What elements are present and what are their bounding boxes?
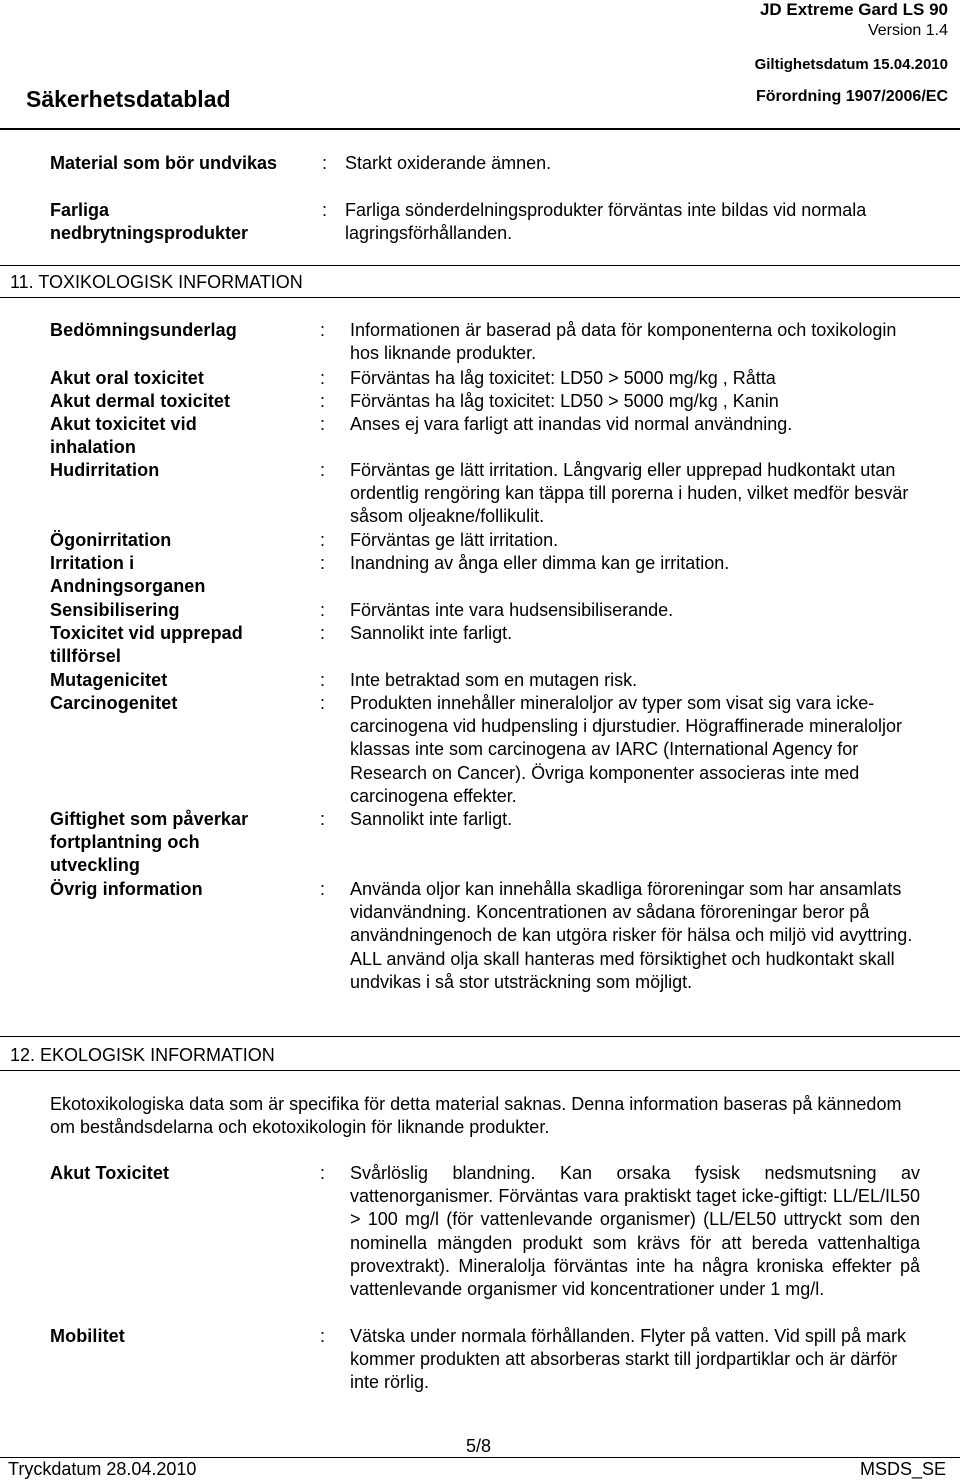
field-value: Starkt oxiderande ämnen. — [345, 153, 552, 173]
field-colon: : — [320, 809, 326, 829]
section-divider — [0, 297, 960, 298]
field-value: Förväntas ge lätt irritation. Långvarig eller upprepad hudkontakt utan ordentlig rengöring kan täppa till porerna i huden, vilket medför besvär såsom oljeakne/follikulit. — [350, 460, 909, 527]
field-value: Svårlöslig blandning. Kan orsaka fysisk nedsmutsning av vattenorganismer. Förväntas vara praktiskt taget icke-giftigt: LL/EL/IL50 > 100 mg/l (för vattenlevande organismer) (LL/EL50 uttryckt som den nominella mängden produkt som krävs för att bereda vattenhaltiga provextrakt). Mineralolja förväntas inte ha några kroniska effekter på vattenlevande organismer vid koncentrationer under 1 mg/l. — [350, 1163, 920, 1300]
field-colon: : — [320, 1326, 326, 1346]
field-colon: : — [322, 200, 328, 220]
version-label: Version 1.4 — [867, 22, 948, 39]
field-colon: : — [320, 460, 326, 480]
field-label: Akut oral toxicitet — [50, 368, 204, 388]
field-value: Anses ej vara farligt att inandas vid normal användning. — [350, 414, 793, 434]
field-value: Informationen är baserad på data för komponenterna och toxikologin hos liknande produkter. — [350, 320, 897, 364]
field-label: Hudirritation — [50, 460, 160, 480]
field-label: Akut Toxicitet — [50, 1163, 170, 1183]
field-label: Mobilitet — [50, 1326, 125, 1346]
field-value: Förväntas ge lätt irritation. — [350, 530, 559, 550]
section-divider — [0, 265, 960, 266]
document-code: MSDS_SE — [859, 1459, 946, 1479]
section-divider — [0, 1070, 960, 1071]
document-title: Säkerhetsdatablad — [26, 86, 231, 112]
field-value: Förväntas inte vara hudsensibiliserande. — [350, 600, 674, 620]
field-label: Material som bör undvikas — [50, 153, 278, 173]
section-heading-toxicology: 11. TOXIKOLOGISK INFORMATION — [10, 272, 303, 292]
field-colon: : — [320, 693, 326, 713]
field-value: Farliga sönderdelningsprodukter förväntas inte bildas vid normala lagringsförhållanden. — [345, 200, 867, 244]
field-label: Farliga nedbrytningsprodukter — [50, 200, 249, 244]
ecology-intro-text: Ekotoxikologiska data som är specifika för detta material saknas. Denna information baseras på kännedom om beståndsdelarna och ekotoxikologin för liknande produkter. — [50, 1094, 902, 1137]
field-colon: : — [322, 153, 328, 173]
field-label: Övrig information — [50, 879, 203, 899]
field-value: Inandning av ånga eller dimma kan ge irritation. — [350, 553, 730, 573]
field-value: Förväntas ha låg toxicitet: LD50 > 5000 mg/kg , Råtta — [350, 368, 776, 388]
section-divider — [0, 1036, 960, 1037]
field-label: Akut toxicitet vid inhalation — [50, 414, 197, 458]
regulation-label: Förordning 1907/2006/EC — [755, 88, 948, 105]
field-colon: : — [320, 879, 326, 899]
field-value: Sannolikt inte farligt. — [350, 623, 513, 643]
field-colon: : — [320, 368, 326, 388]
footer-divider — [0, 1457, 960, 1458]
field-value: Vätska under normala förhållanden. Flyter på vatten. Vid spill på mark kommer produkten att absorberas starkt till jordpartiklar och är därför inte rörlig. — [350, 1326, 906, 1393]
field-colon: : — [320, 414, 326, 434]
field-label: Akut dermal toxicitet — [50, 391, 231, 411]
field-label: Ögonirritation — [50, 530, 172, 550]
validity-date: Giltighetsdatum 15.04.2010 — [754, 56, 948, 73]
header-divider — [0, 128, 960, 130]
field-colon: : — [320, 320, 326, 340]
print-date: Tryckdatum 28.04.2010 — [8, 1459, 197, 1479]
field-label: Sensibilisering — [50, 600, 180, 620]
field-label: Toxicitet vid upprepad tillförsel — [50, 623, 243, 667]
field-label: Giftighet som påverkar fortplantning och utveckling — [50, 809, 249, 876]
field-colon: : — [320, 391, 326, 411]
field-value: Produkten innehåller mineraloljor av typer som visat sig vara icke-carcinogena vid hudpensling i djurstudier. Högraffinerade mineraloljor klassas inte som carcinogena av IARC (International Agency for Research on Cancer). Övriga komponenter associeras inte med carcinogena effekter. — [350, 693, 902, 806]
field-value: Inte betraktad som en mutagen risk. — [350, 670, 638, 690]
field-label: Mutagenicitet — [50, 670, 168, 690]
field-colon: : — [320, 553, 326, 573]
section-heading-ecology: 12. EKOLOGISK INFORMATION — [10, 1045, 275, 1065]
field-colon: : — [320, 600, 326, 620]
field-value: Sannolikt inte farligt. — [350, 809, 513, 829]
product-name: JD Extreme Gard LS 90 — [759, 0, 948, 19]
field-colon: : — [320, 530, 326, 550]
field-label: Irritation i Andningsorganen — [50, 553, 206, 597]
field-label: Carcinogenitet — [50, 693, 178, 713]
field-value: Använda oljor kan innehålla skadliga föroreningar som har ansamlats vidanvändning. Koncentrationen av sådana föroreningar beror på användningenoch de kan utgöra risker för hälsa och miljö vid avyttring. ALL använd olja skall hanteras med försiktighet och hudkontakt skall undvikas i så stor utsträckning som möjligt. — [350, 879, 913, 992]
field-colon: : — [320, 1163, 326, 1183]
field-colon: : — [320, 623, 326, 643]
field-label: Bedömningsunderlag — [50, 320, 237, 340]
page-number: 5/8 — [466, 1436, 492, 1456]
field-value: Förväntas ha låg toxicitet: LD50 > 5000 mg/kg , Kanin — [350, 391, 779, 411]
field-colon: : — [320, 670, 326, 690]
